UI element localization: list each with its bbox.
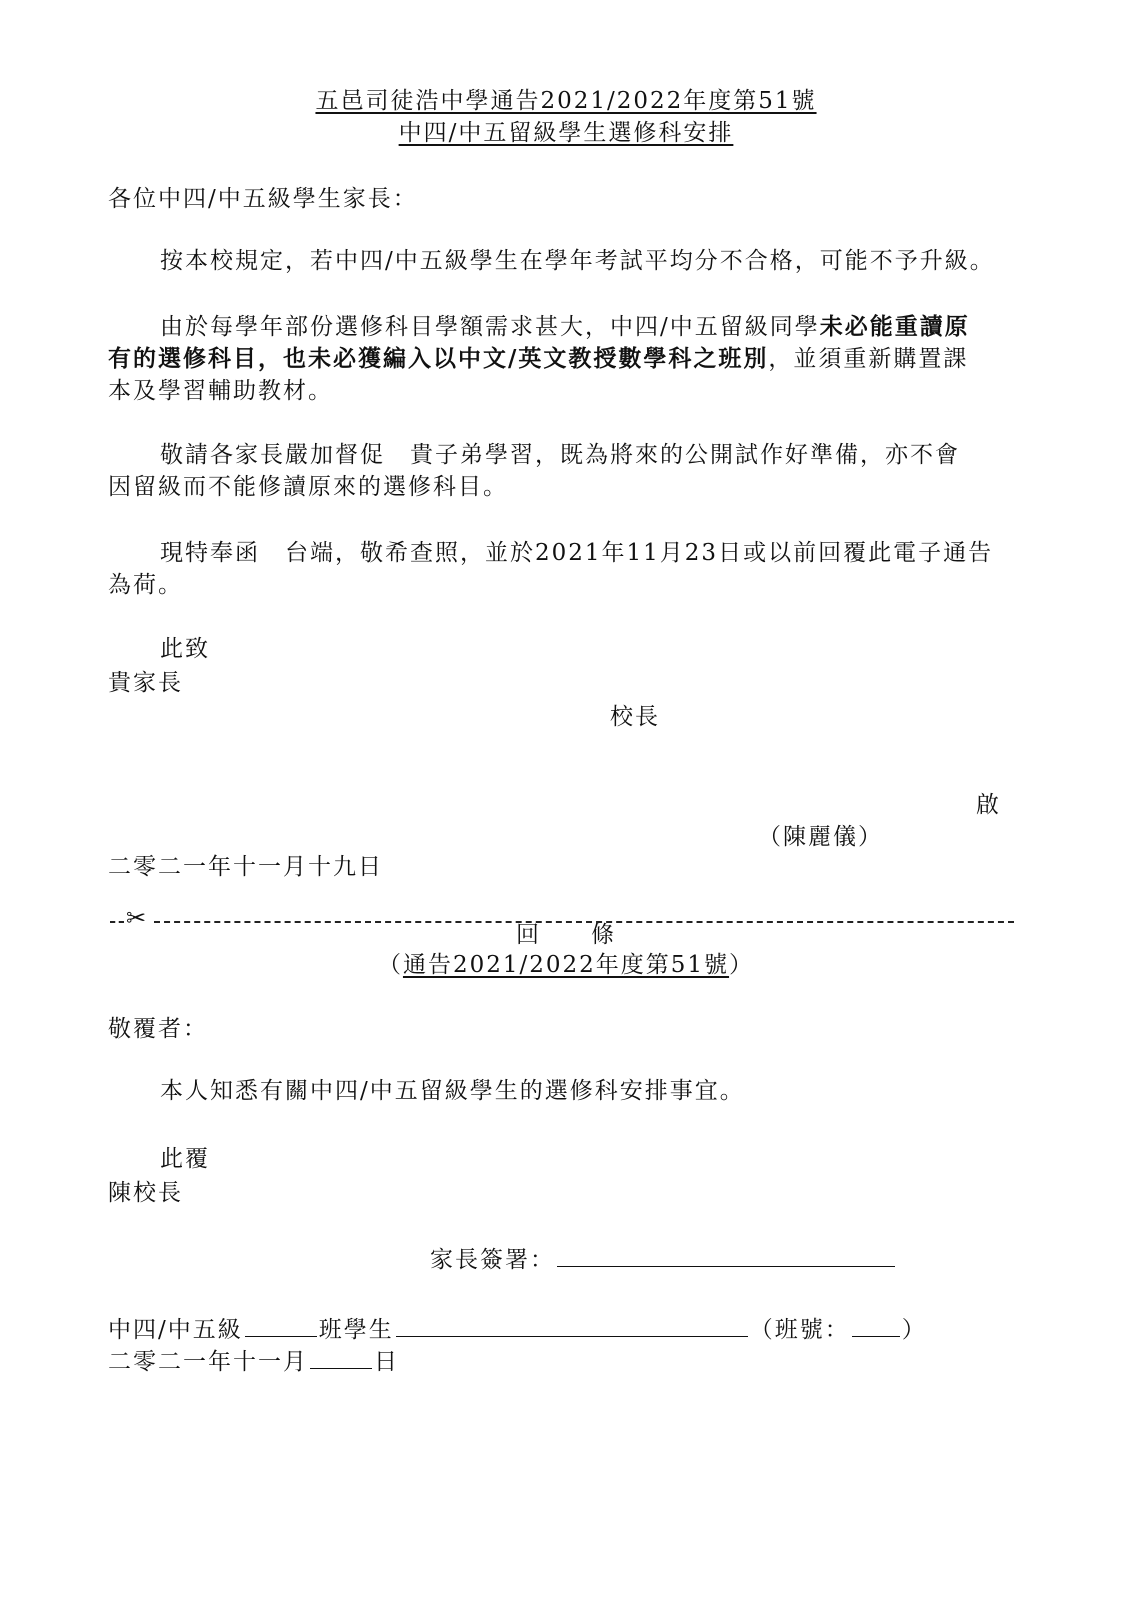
paragraph-3-line-1: 敬請各家長嚴加督促 貴子弟學習，既為將來的公開試作好準備，亦不會 <box>160 442 960 468</box>
salutation: 各位中四/中五級學生家長： <box>108 186 418 212</box>
notice-title: 五邑司徒浩中學通告2021/2022年度第51號 <box>315 88 817 114</box>
reply-body: 本人知悉有關中四/中五留級學生的選修科安排事宜。 <box>160 1078 745 1104</box>
paragraph-4-line-1: 現特奉函 台端，敬希查照，並於2021年11月23日或以前回覆此電子通告 <box>160 540 994 566</box>
class-number-close: ） <box>901 1317 927 1343</box>
paragraph-2-line-3: 本及學習輔助教材。 <box>108 378 333 404</box>
paragraph-2-text: ，並須重新購置課 <box>768 346 969 372</box>
paragraph-2-bold-text: 未必能重讀原 <box>819 313 970 340</box>
parent-signature-row <box>430 1244 897 1275</box>
principal-sign-qi: 啟 <box>976 792 1001 818</box>
reply-slip-title: 回 條 <box>516 922 616 948</box>
student-name-field[interactable] <box>396 1314 748 1337</box>
reply-date-row <box>108 1346 399 1377</box>
class-number-field[interactable] <box>852 1314 900 1337</box>
paragraph-1: 按本校規定，若中四/中五級學生在學年考試平均分不合格，可能不予升級。 <box>160 248 995 274</box>
reply-slip-subtitle <box>0 950 1132 980</box>
notice-subject: 中四/中五留級學生選修科安排 <box>398 120 734 146</box>
paragraph-2-line-1 <box>160 312 970 342</box>
paragraph-2-bold-text: 有的選修科目，也未必獲編入以中文/英文教授數學科之班別 <box>108 345 769 372</box>
reply-salutation: 敬覆者： <box>108 1016 208 1042</box>
subtitle-open-paren: （ <box>377 952 403 978</box>
reply-recipient: 陳校長 <box>108 1180 183 1206</box>
signature-label: 家長簽署： <box>430 1247 555 1273</box>
principal-name: （陳麗儀） <box>758 824 883 850</box>
class-field[interactable] <box>245 1314 317 1337</box>
paragraph-2-text: 由於每學年部份選修科目學額需求甚大，中四/中五留級同學 <box>160 314 820 340</box>
paragraph-4-line-2: 為荷。 <box>108 572 183 598</box>
notice-reference: 通告2021/2022年度第51號 <box>402 952 730 978</box>
class-level-label: 中四/中五級 <box>108 1317 243 1343</box>
student-info-row <box>108 1314 927 1345</box>
reply-closing-ci-fu: 此覆 <box>160 1146 210 1172</box>
student-label: 班學生 <box>318 1317 394 1343</box>
subtitle-close-paren: ） <box>729 952 755 978</box>
notice-date: 二零二一年十一月十九日 <box>108 854 383 880</box>
principal-title: 校長 <box>610 704 660 730</box>
paragraph-2-line-2 <box>108 344 968 374</box>
signature-field[interactable] <box>557 1244 895 1267</box>
reply-day-field[interactable] <box>310 1346 372 1369</box>
reply-date-prefix: 二零二一年十一月 <box>108 1349 308 1375</box>
scissors-icon: ✂ <box>126 904 147 932</box>
class-number-label: （班號： <box>749 1317 850 1343</box>
reply-date-suffix: 日 <box>374 1349 399 1375</box>
closing-recipient: 貴家長 <box>108 670 183 696</box>
paragraph-3-line-2: 因留級而不能修讀原來的選修科目。 <box>108 474 508 500</box>
closing-ci-zhi: 此致 <box>160 636 210 662</box>
